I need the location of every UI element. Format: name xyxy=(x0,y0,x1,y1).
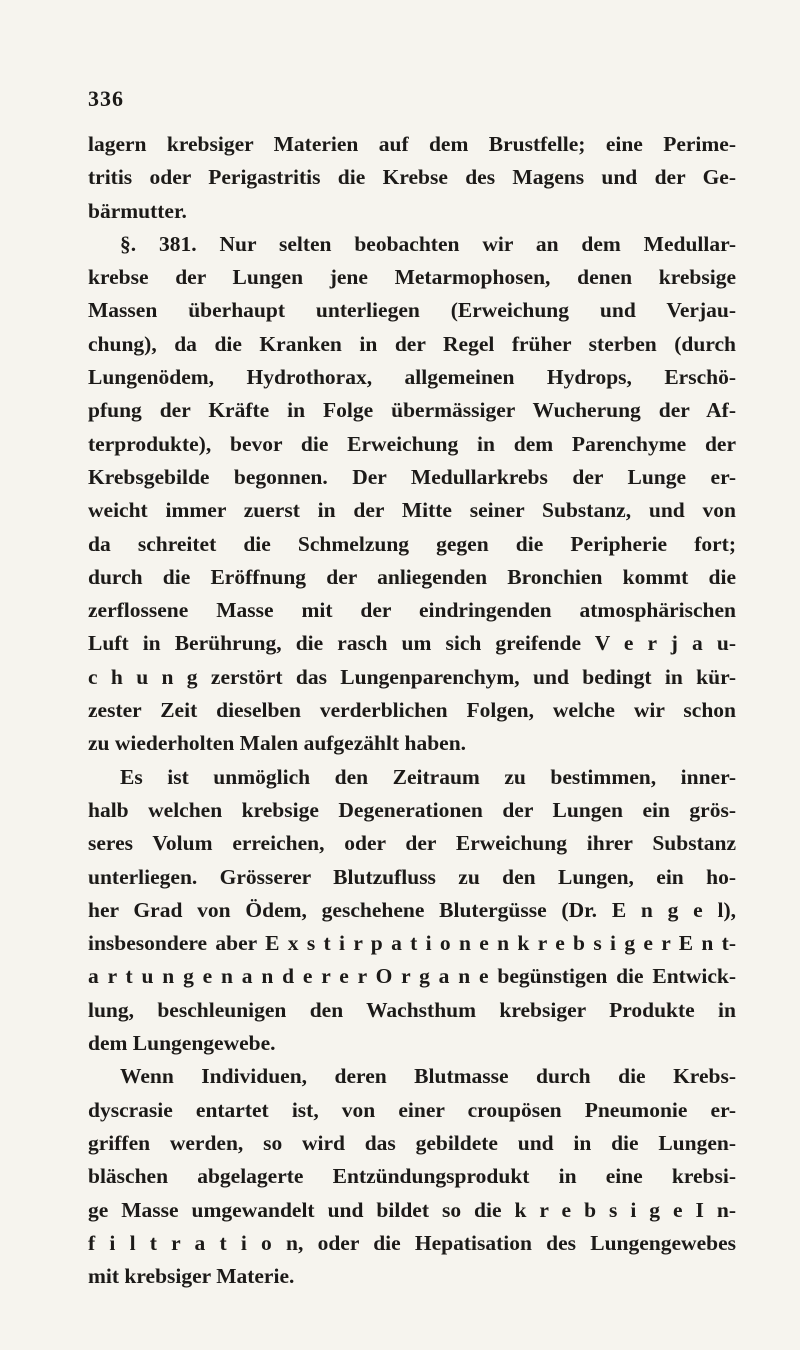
text-line: f i l t r a t i o n, oder die Hepatisation des Lungengewebes xyxy=(88,1230,736,1255)
text-line: her Grad von Ödem, geschehene Blutergüsse (Dr. E n g e l), xyxy=(88,897,736,922)
text-line: durch die Eröffnung der anliegenden Bronchien kommt die xyxy=(88,564,736,589)
text-line: zester Zeit dieselben verderblichen Folgen, welche wir schon xyxy=(88,698,736,723)
text-line: Lungenödem, Hydrothorax, allgemeinen Hydrops, Erschö- xyxy=(88,365,736,390)
text-line: §. 381. Nur selten beobachten wir an dem Medullar- xyxy=(120,231,736,256)
text-line: Es ist unmöglich den Zeitraum zu bestimmen, inner- xyxy=(120,764,736,789)
text-line: krebse der Lungen jene Metarmophosen, denen krebsige xyxy=(88,265,736,290)
text-line: seres Volum erreichen, oder der Erweichung ihrer Substanz xyxy=(88,831,736,856)
text-line: lagern krebsiger Materien auf dem Brustfelle; eine Perime- xyxy=(88,132,736,156)
text-line: pfung der Kräfte in Folge übermässiger Wucherung der Af- xyxy=(88,398,736,423)
text-line: lung, beschleunigen den Wachsthum krebsiger Produkte in xyxy=(88,997,736,1022)
text-line: bärmutter. xyxy=(88,198,187,223)
text-line: zerflossene Masse mit der eindringenden atmosphärischen xyxy=(88,598,736,623)
text-line: insbesondere aber E x s t i r p a t i o n e n k r e b s i g e r E n t- xyxy=(88,931,736,956)
text-line: unterliegen. Grösserer Blutzufluss zu den Lungen, ein ho- xyxy=(88,864,736,889)
text-line: tritis oder Perigastritis die Krebse des Magens und der Ge- xyxy=(88,165,736,190)
text-line: Luft in Berührung, die rasch um sich greifende V e r j a u- xyxy=(88,631,736,656)
text-line: terprodukte), bevor die Erweichung in dem Parenchyme der xyxy=(88,431,736,456)
text-line: ge Masse umgewandelt und bildet so die k r e b s i g e I n- xyxy=(88,1197,736,1222)
text-line: weicht immer zuerst in der Mitte seiner Substanz, und von xyxy=(88,498,736,523)
text-line: Massen überhaupt unterliegen (Erweichung und Verjau- xyxy=(88,298,736,323)
body-text xyxy=(88,128,736,1293)
text-line: a r t u n g e n a n d e r e r O r g a n e begünstigen die Entwick- xyxy=(88,964,736,989)
text-line: halb welchen krebsige Degenerationen der Lungen ein grös- xyxy=(88,797,736,822)
text-line: Wenn Individuen, deren Blutmasse durch die Krebs- xyxy=(120,1064,736,1089)
text-line: dem Lungengewebe. xyxy=(88,1031,276,1056)
text-line: mit krebsiger Materie. xyxy=(88,1264,295,1289)
text-line: chung), da die Kranken in der Regel früher sterben (durch xyxy=(88,331,736,356)
text-line: Krebsgebilde begonnen. Der Medullarkrebs der Lunge er- xyxy=(88,464,736,489)
text-line: da schreitet die Schmelzung gegen die Peripherie fort; xyxy=(88,531,736,556)
text-line: bläschen abgelagerte Entzündungsprodukt in eine krebsi- xyxy=(88,1164,736,1189)
page-number: 336 xyxy=(88,86,124,111)
text-line: griffen werden, so wird das gebildete und in die Lungen- xyxy=(88,1130,736,1155)
text-line: zu wiederholten Malen aufgezählt haben. xyxy=(88,731,467,756)
text-line: dyscrasie entartet ist, von einer croupösen Pneumonie er- xyxy=(88,1097,736,1122)
text-line: c h u n g zerstört das Lungenparenchym, und bedingt in kür- xyxy=(88,664,736,689)
